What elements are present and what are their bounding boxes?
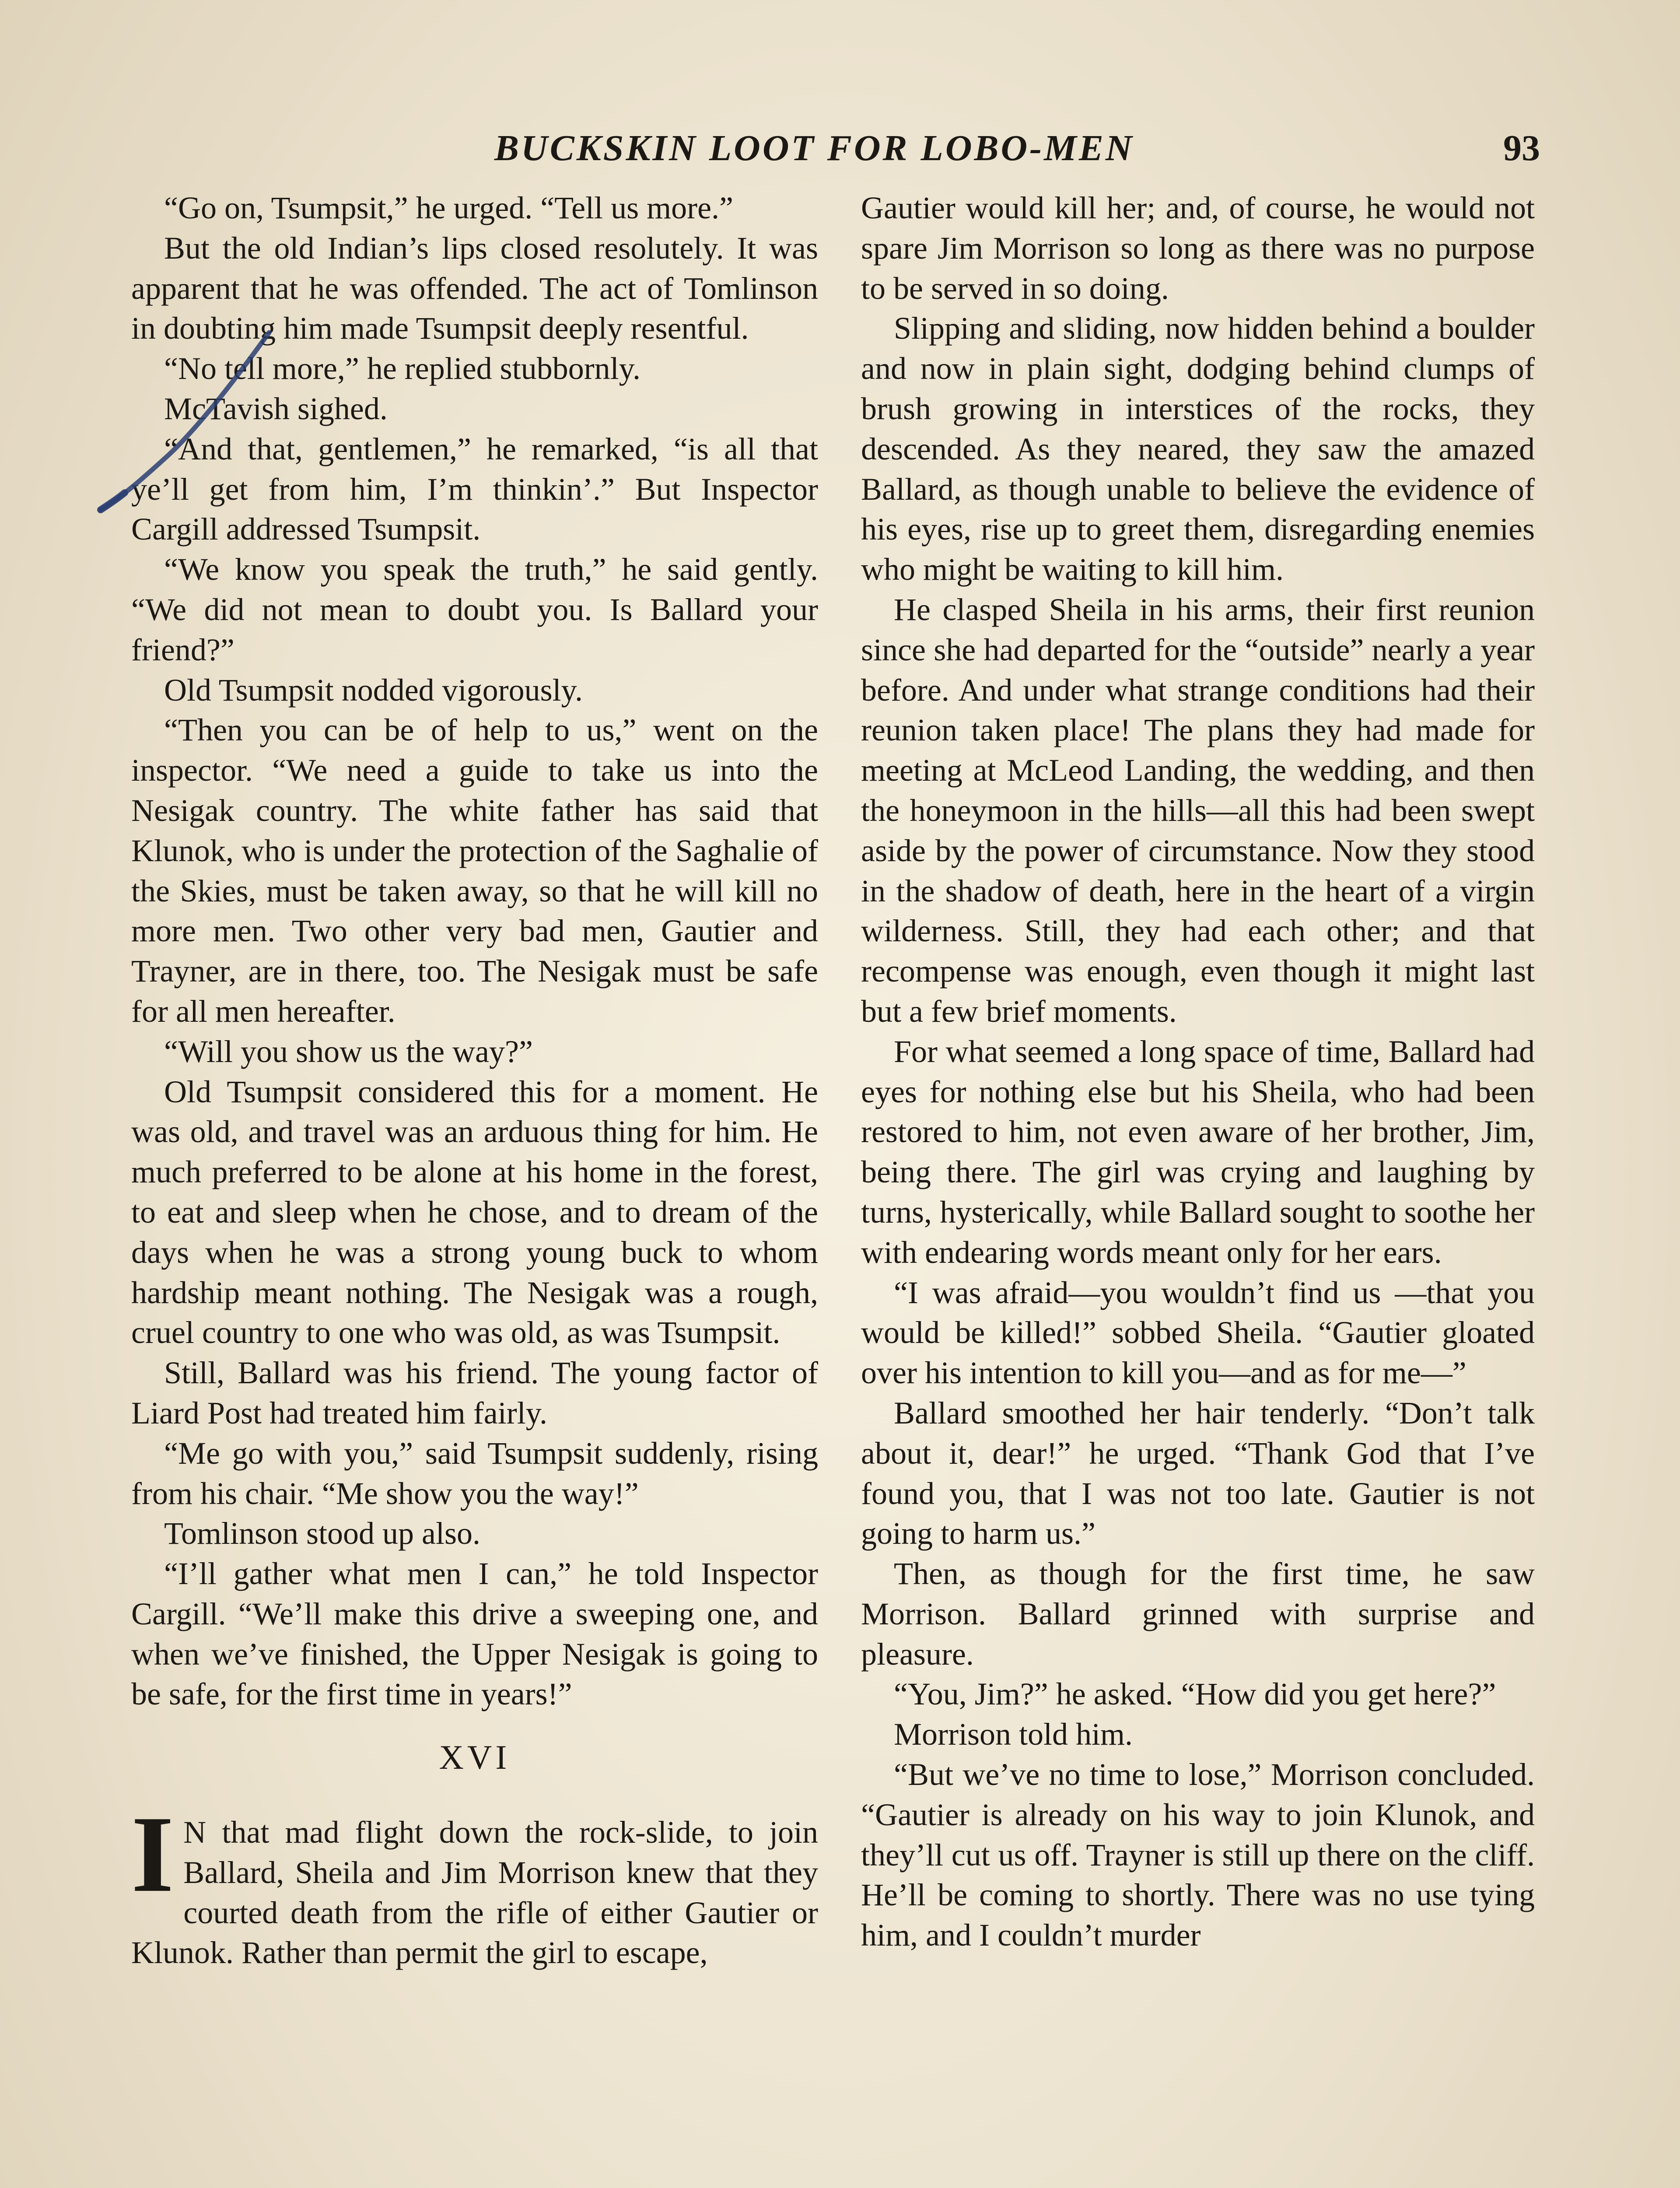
paragraph: “I’ll gather what men I can,” he told Inspector Cargill. “We’ll make this drive a sweeping one, and when we’ve finished, the Upper Nesigak is going to be safe, for the first time in years!” (131, 1556, 818, 1712)
paragraph: “Go on, Tsumpsit,” he urged. “Tell us more.” (164, 190, 733, 225)
page-number: 93 (1503, 128, 1540, 168)
paragraph: “You, Jim?” he asked. “How did you get here?” (894, 1676, 1496, 1712)
paragraph: “Then you can be of help to us,” went on the inspector. “We need a guide to take us into the Nesigak country. The white father has said that Klunok, who is under the protection of the Saghalie of the Skies, must be taken away, so that he will kill no more men. Two other very bad men, Gautier and Trayner, are in there, too. The Nesigak must be safe for all men hereafter. (131, 712, 818, 1029)
chapter-heading: XVI (439, 1738, 511, 1777)
paragraph: McTavish sighed. (164, 391, 388, 426)
chapter-opening-text: N that mad flight down the rock-slide, to join Ballard, Sheila and Jim Morrison knew that they courted death from the rifle of either Gautier or Klunok. Rather than permit the girl to escape, (131, 1815, 818, 1971)
paragraph: “No tell more,” he replied stubbornly. (164, 351, 640, 386)
paragraph-continued: Gautier would kill her; and, of course, he would not spare Jim Morrison so long as there was no purpose to be served in so doing. (861, 190, 1535, 306)
paragraph: “I was afraid—you wouldn’t find us —that you would be killed!” sobbed Sheila. “Gautier gloated over his intention to kill you—and as for me—” (861, 1275, 1535, 1391)
paragraph: He clasped Sheila in his arms, their first reunion since she had departed for the “outside” nearly a year before. And under what strange conditions had their reunion taken place! The plans they had made for meeting at McLeod Landing, the wedding, and then the honeymoon in the hills—all this had been swept aside by the power of circumstance. Now they stood in the shadow of death, here in the heart of a virgin wilderness. Still, they had each other; and that recompense was enough, even though it might last but a few brief moments. (861, 592, 1535, 1029)
chapter-opening-paragraph (131, 1794, 818, 1973)
drop-cap: I (131, 1794, 174, 1915)
paragraph: “We know you speak the truth,” he said gently. “We did not mean to doubt you. Is Ballard your friend?” (131, 552, 818, 667)
running-title: BUCKSKIN LOOT FOR LOBO-MEN (494, 128, 1134, 168)
paragraph: “But we’ve no time to lose,” Morrison concluded. “Gautier is already on his way to join Klunok, and they’ll cut us off. Trayner is still up there on the cliff. He’ll be coming to shortly. There was no use tying him, and I couldn’t murder (861, 1757, 1535, 1953)
paragraph: “Me go with you,” said Tsumpsit suddenly, rising from his chair. “Me show you the way!” (131, 1435, 818, 1511)
paragraph: Old Tsumpsit nodded vigorously. (164, 672, 583, 708)
paragraph: Slipping and sliding, now hidden behind a boulder and now in plain sight, dodging behind clumps of brush growing in interstices of the rocks, they descended. As they neared, they saw the amazed Ballard, as though unable to believe the evidence of his eyes, rise up to greet them, disregarding enemies who might be waiting to kill him. (861, 311, 1535, 587)
paragraph: Morrison told him. (894, 1717, 1133, 1752)
paragraph: “And that, gentlemen,” he remarked, “is all that ye’ll get from him, I’m thinkin’.” But Inspector Cargill addressed Tsumpsit. (131, 431, 818, 547)
paragraph: Ballard smoothed her hair tenderly. “Don’t talk about it, dear!” he urged. “Thank God that I’ve found you, that I was not too late. Gautier is not going to harm us.” (861, 1395, 1535, 1551)
right-column (861, 188, 1535, 1956)
paragraph: Then, as though for the first time, he saw Morrison. Ballard grinned with surprise and pleasure. (861, 1556, 1535, 1672)
paragraph: But the old Indian’s lips closed resolutely. It was apparent that he was offended. The act of Tomlinson in doubting him made Tsumpsit deeply resentful. (131, 230, 818, 346)
paragraph: Tomlinson stood up also. (164, 1516, 480, 1551)
paragraph: Still, Ballard was his friend. The young factor of Liard Post had treated him fairly. (131, 1355, 818, 1431)
page-header (494, 127, 1540, 184)
paragraph: “Will you show us the way?” (164, 1034, 533, 1069)
left-column (131, 188, 818, 1973)
paragraph: For what seemed a long space of time, Ballard had eyes for nothing else but his Sheila, who had been restored to him, not even aware of her brother, Jim, being there. The girl was crying and laughing by turns, hysterically, while Ballard sought to soothe her with endearing words meant only for her ears. (861, 1034, 1535, 1270)
paragraph: Old Tsumpsit considered this for a moment. He was old, and travel was an arduous thing for him. He much preferred to be alone at his home in the forest, to eat and sleep when he chose, and to dream of the days when he was a strong young buck to whom hardship meant nothing. The Nesigak was a rough, cruel country to one who was old, as was Tsumpsit. (131, 1074, 818, 1350)
